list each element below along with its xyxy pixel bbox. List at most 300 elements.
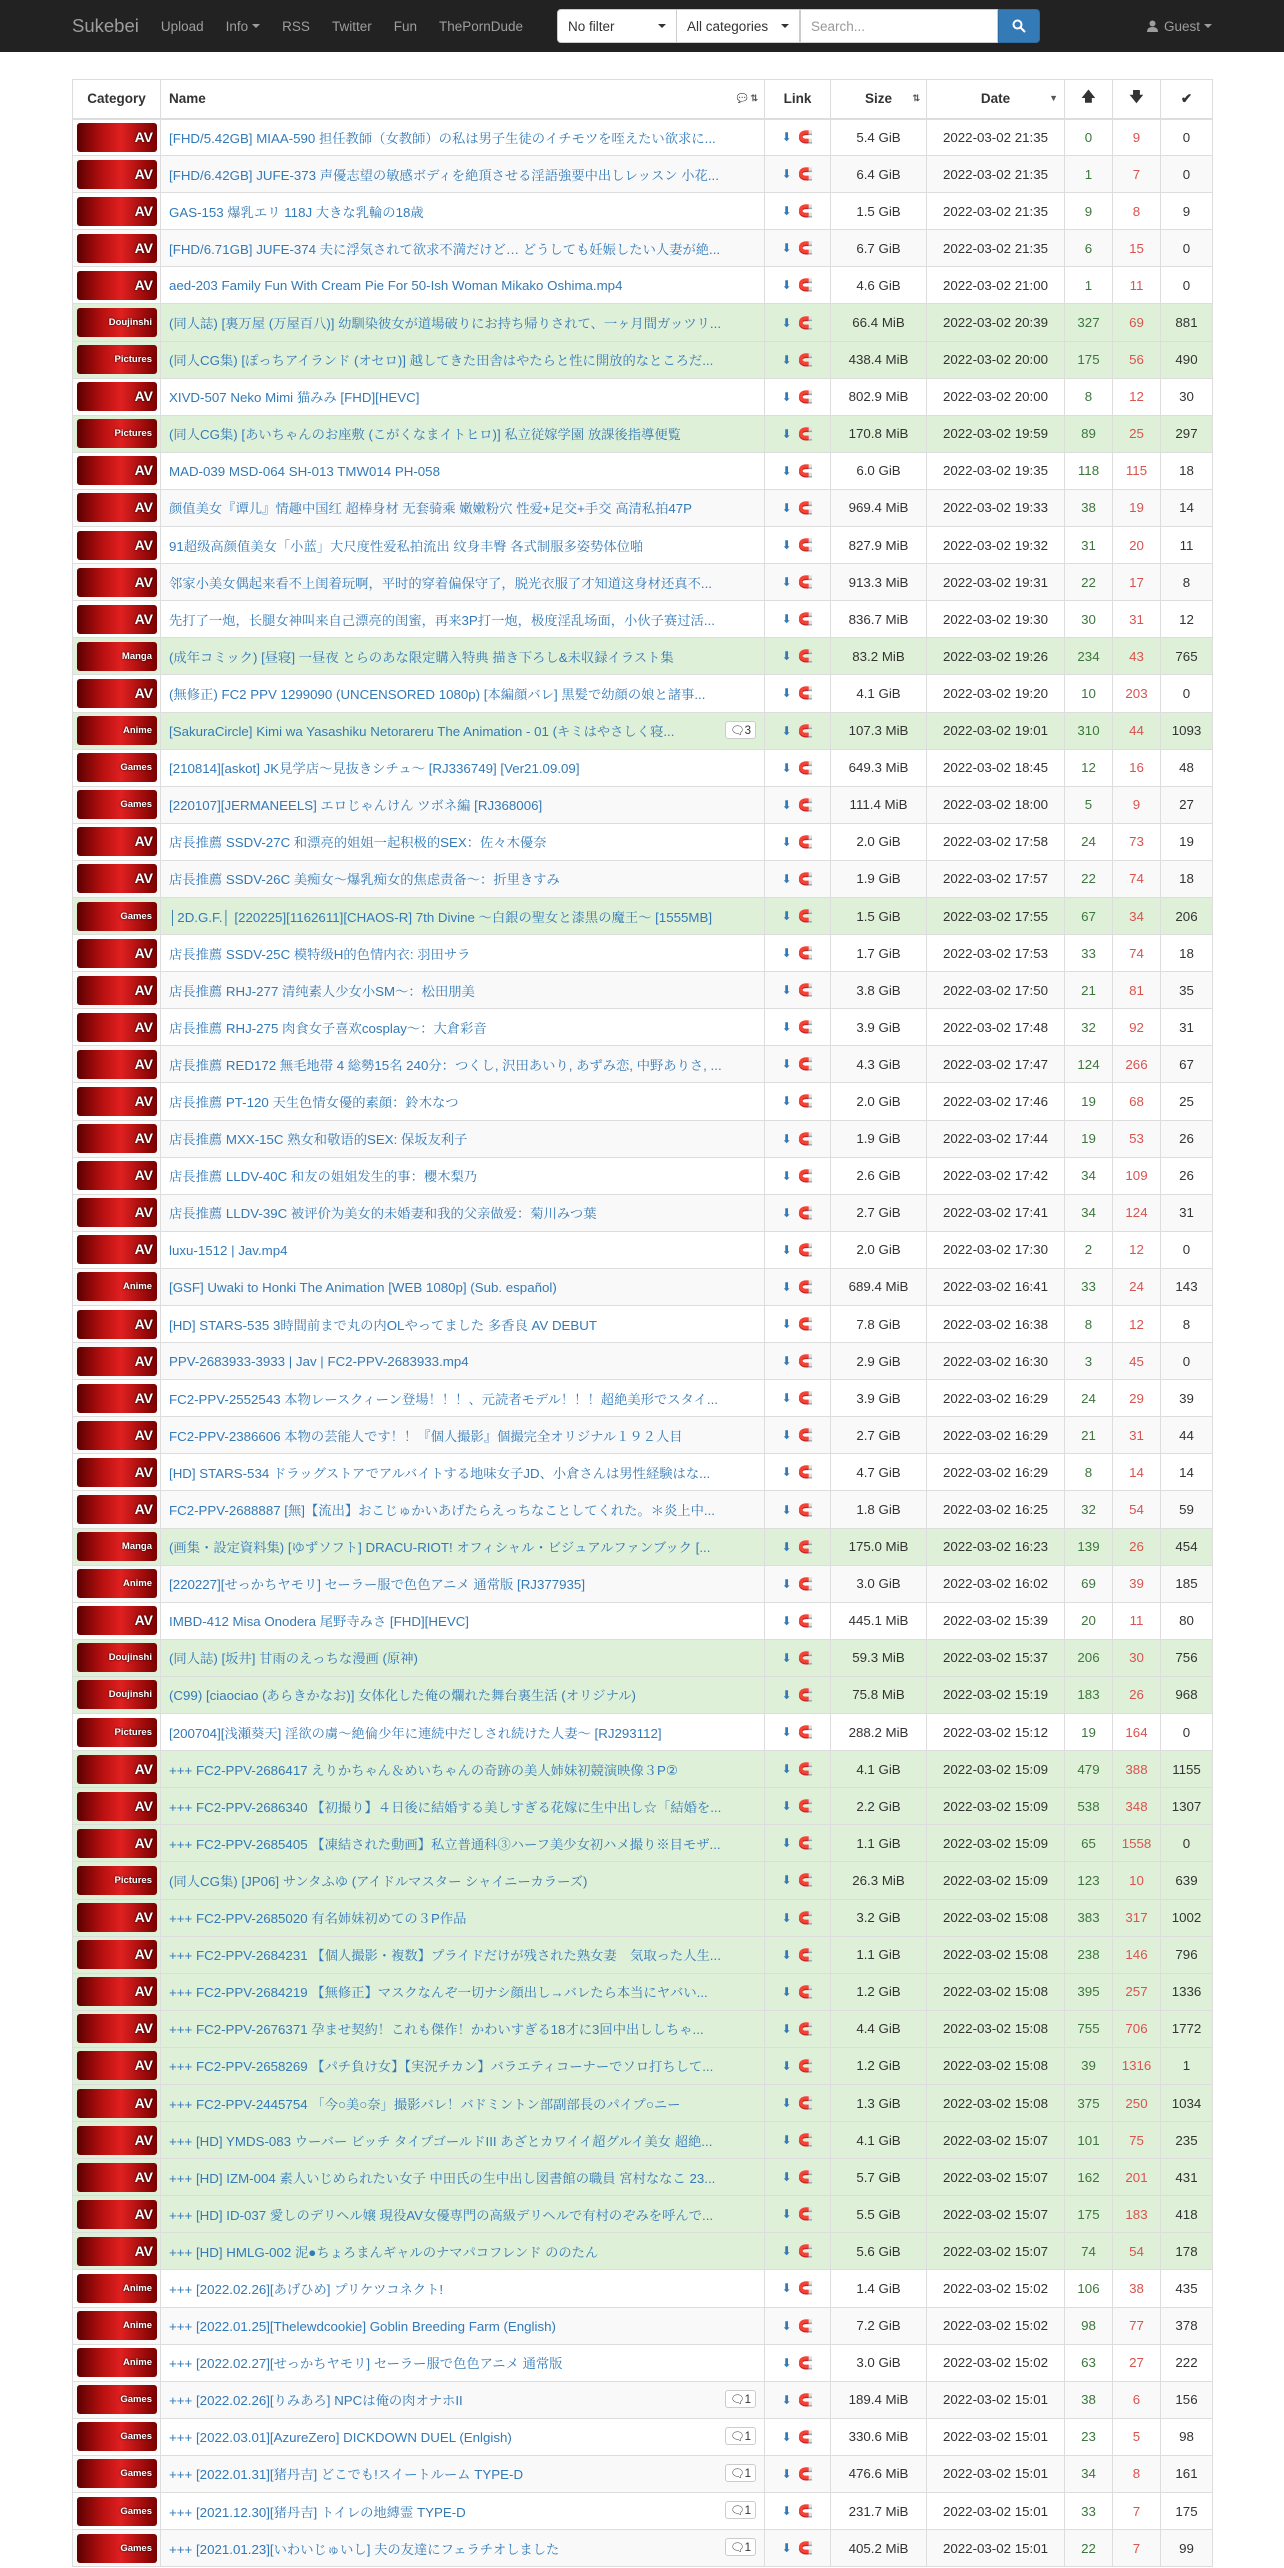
category-badge[interactable] <box>77 2534 157 2563</box>
category-badge[interactable] <box>77 308 157 337</box>
category-cell[interactable] <box>73 1491 161 1528</box>
category-cell[interactable] <box>73 378 161 415</box>
category-badge[interactable] <box>77 1903 157 1932</box>
header-leechers[interactable] <box>1113 80 1161 119</box>
category-cell[interactable] <box>73 2530 161 2567</box>
magnet-icon[interactable]: 🧲 <box>798 2170 814 2185</box>
torrent-name-cell[interactable] <box>161 2233 765 2270</box>
download-icon[interactable]: ⬇ <box>781 834 792 849</box>
download-icon[interactable]: ⬇ <box>781 241 792 256</box>
download-icon[interactable]: ⬇ <box>781 500 792 515</box>
torrent-name-cell[interactable] <box>161 1009 765 1046</box>
category-cell[interactable] <box>73 712 161 749</box>
torrent-name-cell[interactable] <box>161 2084 765 2121</box>
category-badge[interactable] <box>77 2163 157 2192</box>
torrent-title-link[interactable]: +++ FC2-PPV-2686340 【初撮り】４日後に結婚する美しすぎる花嫁に生中出し☆「結婚を... <box>169 1799 722 1815</box>
category-cell[interactable] <box>73 2084 161 2121</box>
category-cell[interactable] <box>73 2010 161 2047</box>
magnet-icon[interactable]: 🧲 <box>798 241 814 256</box>
category-cell[interactable] <box>73 1862 161 1899</box>
magnet-icon[interactable]: 🧲 <box>798 1428 814 1443</box>
category-cell[interactable] <box>73 1714 161 1751</box>
header-name[interactable] <box>161 80 765 119</box>
download-icon[interactable]: ⬇ <box>781 315 792 330</box>
download-icon[interactable]: ⬇ <box>781 1650 792 1665</box>
nav-rss[interactable]: RSS <box>282 18 310 34</box>
magnet-icon[interactable]: 🧲 <box>798 1836 814 1851</box>
header-category[interactable]: Category <box>73 80 161 119</box>
magnet-icon[interactable]: 🧲 <box>798 1947 814 1962</box>
category-cell[interactable] <box>73 1268 161 1305</box>
category-cell[interactable] <box>73 1973 161 2010</box>
magnet-icon[interactable]: 🧲 <box>798 1131 814 1146</box>
torrent-name-cell[interactable] <box>161 1491 765 1528</box>
magnet-icon[interactable]: 🧲 <box>798 1391 814 1406</box>
torrent-name-cell[interactable] <box>161 489 765 526</box>
torrent-name-cell[interactable] <box>161 1157 765 1194</box>
download-icon[interactable]: ⬇ <box>781 946 792 961</box>
download-icon[interactable]: ⬇ <box>781 1725 792 1740</box>
category-cell[interactable] <box>73 1231 161 1268</box>
download-icon[interactable]: ⬇ <box>781 1057 792 1072</box>
torrent-name-cell[interactable] <box>161 1194 765 1231</box>
category-cell[interactable] <box>73 1306 161 1343</box>
download-icon[interactable]: ⬇ <box>781 2281 792 2296</box>
magnet-icon[interactable]: 🧲 <box>798 2392 814 2407</box>
category-cell[interactable] <box>73 1936 161 1973</box>
download-icon[interactable]: ⬇ <box>781 612 792 627</box>
category-cell[interactable] <box>73 823 161 860</box>
download-icon[interactable]: ⬇ <box>781 1539 792 1554</box>
torrent-title-link[interactable]: 店長推薦 SSDV-26C 美痴女～爆乳痴女的焦虑责备～：折里きすみ <box>169 872 560 888</box>
magnet-icon[interactable]: 🧲 <box>798 1725 814 1740</box>
category-cell[interactable] <box>73 156 161 193</box>
download-icon[interactable]: ⬇ <box>781 1391 792 1406</box>
torrent-name-cell[interactable] <box>161 2159 765 2196</box>
torrent-name-cell[interactable] <box>161 1639 765 1676</box>
torrent-name-cell[interactable] <box>161 1788 765 1825</box>
torrent-title-link[interactable]: (画集・設定資料集) [ゆずソフト] DRACU-RIOT! オフィシャル・ビジュアルファンブック [... <box>169 1540 711 1556</box>
torrent-title-link[interactable]: [FHD/6.71GB] JUFE-374 夫に浮気されて欲求不満だけど… どうしても妊娠したい人妻が絶... <box>169 241 721 257</box>
magnet-icon[interactable]: 🧲 <box>798 1687 814 1702</box>
magnet-icon[interactable]: 🧲 <box>798 2541 814 2556</box>
download-icon[interactable]: ⬇ <box>781 1168 792 1183</box>
category-badge[interactable] <box>77 2497 157 2526</box>
header-size[interactable] <box>831 80 927 119</box>
torrent-name-cell[interactable] <box>161 1083 765 1120</box>
torrent-name-cell[interactable] <box>161 1714 765 1751</box>
category-badge[interactable] <box>77 1532 157 1561</box>
category-badge[interactable] <box>77 2126 157 2155</box>
torrent-title-link[interactable]: +++ [2022.02.27][せっかちヤモリ] セーラー服で色色アニメ 通常版 <box>169 2356 563 2372</box>
category-badge[interactable] <box>77 1013 157 1042</box>
torrent-title-link[interactable]: [220227][せっかちヤモリ] セーラー服で色色アニメ 通常版 [RJ377935] <box>169 1577 586 1593</box>
magnet-icon[interactable]: 🧲 <box>798 1279 814 1294</box>
torrent-title-link[interactable]: luxu-1512 | Jav.mp4 <box>169 1242 288 1258</box>
torrent-name-cell[interactable] <box>161 527 765 564</box>
category-badge[interactable] <box>77 1940 157 1969</box>
torrent-name-cell[interactable] <box>161 1417 765 1454</box>
magnet-icon[interactable]: 🧲 <box>798 1354 814 1369</box>
category-cell[interactable] <box>73 2122 161 2159</box>
download-icon[interactable]: ⬇ <box>781 983 792 998</box>
category-badge[interactable] <box>77 2200 157 2229</box>
category-badge[interactable] <box>77 1977 157 2006</box>
torrent-name-cell[interactable] <box>161 601 765 638</box>
download-icon[interactable]: ⬇ <box>781 2504 792 2519</box>
category-badge[interactable] <box>77 1087 157 1116</box>
category-cell[interactable] <box>73 1417 161 1454</box>
category-cell[interactable] <box>73 1343 161 1380</box>
category-badge[interactable] <box>77 1569 157 1598</box>
category-badge[interactable] <box>77 234 157 263</box>
torrent-title-link[interactable]: +++ FC2-PPV-2686417 えりかちゃん＆めいちゃんの奇跡の美人姉妹初競演映像３P② <box>169 1762 678 1778</box>
download-icon[interactable]: ⬇ <box>781 1947 792 1962</box>
magnet-icon[interactable]: 🧲 <box>798 463 814 478</box>
category-badge[interactable] <box>77 1643 157 1672</box>
download-icon[interactable]: ⬇ <box>781 1576 792 1591</box>
torrent-title-link[interactable]: 店長推薦 LLDV-40C 和友の姐姐发生的事：櫻木梨乃 <box>169 1169 478 1185</box>
download-icon[interactable]: ⬇ <box>781 797 792 812</box>
header-date[interactable] <box>927 80 1065 119</box>
magnet-icon[interactable]: 🧲 <box>798 2244 814 2259</box>
torrent-title-link[interactable]: GAS-153 爆乳エリ 118J 大きな乳輪の18歳 <box>169 204 424 220</box>
category-badge[interactable] <box>77 1792 157 1821</box>
download-icon[interactable]: ⬇ <box>781 2541 792 2556</box>
download-icon[interactable]: ⬇ <box>781 723 792 738</box>
torrent-title-link[interactable]: 店長推薦 PT-120 天生色情女優的素顔：鈴木なつ <box>169 1094 459 1110</box>
torrent-name-cell[interactable] <box>161 1973 765 2010</box>
torrent-name-cell[interactable] <box>161 1454 765 1491</box>
category-cell[interactable] <box>73 601 161 638</box>
magnet-icon[interactable]: 🧲 <box>798 946 814 961</box>
torrent-name-cell[interactable] <box>161 119 765 156</box>
magnet-icon[interactable]: 🧲 <box>798 2021 814 2036</box>
torrent-title-link[interactable]: [HD] STARS-535 3時間前まで丸の内OLやってました 多香良 AV DEBUT <box>169 1317 598 1333</box>
download-icon[interactable]: ⬇ <box>781 2318 792 2333</box>
torrent-title-link[interactable]: [SakuraCircle] Kimi wa Yasashiku Netorareru The Animation - 01 (キミはやさしく寝... <box>169 724 675 740</box>
category-badge[interactable] <box>77 2385 157 2414</box>
torrent-name-cell[interactable] <box>161 1565 765 1602</box>
category-cell[interactable] <box>73 972 161 1009</box>
category-cell[interactable] <box>73 2381 161 2418</box>
torrent-name-cell[interactable] <box>161 2530 765 2567</box>
category-badge[interactable] <box>77 716 157 745</box>
magnet-icon[interactable]: 🧲 <box>798 2096 814 2111</box>
category-badge[interactable] <box>77 1718 157 1747</box>
torrent-title-link[interactable]: [FHD/5.42GB] MIAA-590 担任教師（女教師）の私は男子生徒のイチモツを咥えたい欲求に... <box>169 130 716 146</box>
download-icon[interactable]: ⬇ <box>781 1428 792 1443</box>
torrent-name-cell[interactable] <box>161 1825 765 1862</box>
magnet-icon[interactable]: 🧲 <box>798 2318 814 2333</box>
category-badge[interactable] <box>77 271 157 300</box>
torrent-title-link[interactable]: │2D.G.F.│ [220225][1162611][CHAOS-R] 7th Divine 〜白銀の聖女と漆黒の魔王〜 [1555MB] <box>169 909 713 925</box>
torrent-name-cell[interactable] <box>161 2344 765 2381</box>
torrent-title-link[interactable]: 邻家小美女偶起来看不上闺着玩啊，平时的穿着偏保守了，脱光衣服了才知道这身材还真不... <box>169 575 712 591</box>
torrent-name-cell[interactable] <box>161 1231 765 1268</box>
torrent-name-cell[interactable] <box>161 2307 765 2344</box>
comment-count[interactable] <box>725 2390 756 2408</box>
category-cell[interactable] <box>73 1046 161 1083</box>
torrent-name-cell[interactable] <box>161 304 765 341</box>
torrent-title-link[interactable]: +++ FC2-PPV-2445754 「今○美○奈」撮影バレ！バドミントン部副部長のパイプ○ニー <box>169 2096 681 2112</box>
torrent-title-link[interactable]: +++ FC2-PPV-2676371 孕ませ契約！これも傑作！かわいすぎる18才に3回中出ししちゃ... <box>169 2022 704 2038</box>
download-icon[interactable]: ⬇ <box>781 2096 792 2111</box>
magnet-icon[interactable]: 🧲 <box>798 1020 814 1035</box>
category-badge[interactable] <box>77 2051 157 2080</box>
torrent-name-cell[interactable] <box>161 2493 765 2530</box>
download-icon[interactable]: ⬇ <box>781 1279 792 1294</box>
torrent-name-cell[interactable] <box>161 1306 765 1343</box>
magnet-icon[interactable]: 🧲 <box>798 1910 814 1925</box>
torrent-title-link[interactable]: +++ [HD] YMDS-083 ウーバー ビッチ タイプゴールドIII あざとカワイイ超グルイ美女 超絶... <box>169 2133 713 2149</box>
torrent-title-link[interactable]: +++ [HD] IZM-004 素人いじめられたい女子 中田氏の生中出し図書館の職員 宮村ななこ 23... <box>169 2170 716 2186</box>
download-icon[interactable]: ⬇ <box>781 2133 792 2148</box>
torrent-title-link[interactable]: 颜值美女『谭儿』情趣中国红 超棒身材 无套骑乘 嫩嫩粉穴 性爱+足交+手交 高清私拍47P <box>169 501 693 517</box>
category-badge[interactable] <box>77 531 157 560</box>
magnet-icon[interactable]: 🧲 <box>798 278 814 293</box>
torrent-name-cell[interactable] <box>161 972 765 1009</box>
category-cell[interactable] <box>73 1194 161 1231</box>
category-cell[interactable] <box>73 1751 161 1788</box>
torrent-name-cell[interactable] <box>161 452 765 489</box>
download-icon[interactable]: ⬇ <box>781 760 792 775</box>
nav-fun[interactable]: Fun <box>393 18 417 34</box>
download-icon[interactable]: ⬇ <box>781 2207 792 2222</box>
magnet-icon[interactable]: 🧲 <box>798 2466 814 2481</box>
download-icon[interactable]: ⬇ <box>781 2392 792 2407</box>
torrent-title-link[interactable]: (同人CG集) [JP06] サンタふゆ (アイドルマスター シャイニーカラーズ) <box>169 1873 588 1889</box>
download-icon[interactable]: ⬇ <box>781 130 792 145</box>
magnet-icon[interactable]: 🧲 <box>798 1576 814 1591</box>
torrent-name-cell[interactable] <box>161 267 765 304</box>
torrent-title-link[interactable]: +++ [2022.02.26][りみあろ] NPCは俺の肉オナホII <box>169 2393 463 2409</box>
comment-count[interactable] <box>725 2538 756 2556</box>
torrent-title-link[interactable]: +++ FC2-PPV-2684219 【無修正】マスクなんぞ一切ナシ顔出し→バレたら本当にヤバい... <box>169 1985 708 2001</box>
torrent-name-cell[interactable] <box>161 230 765 267</box>
torrent-name-cell[interactable] <box>161 1343 765 1380</box>
category-badge[interactable] <box>77 753 157 782</box>
torrent-name-cell[interactable] <box>161 2381 765 2418</box>
torrent-title-link[interactable]: IMBD-412 Misa Onodera 尾野寺みさ [FHD][HEVC] <box>169 1614 469 1630</box>
magnet-icon[interactable]: 🧲 <box>798 760 814 775</box>
torrent-name-cell[interactable] <box>161 935 765 972</box>
category-cell[interactable] <box>73 230 161 267</box>
category-cell[interactable] <box>73 341 161 378</box>
magnet-icon[interactable]: 🧲 <box>798 1057 814 1072</box>
torrent-name-cell[interactable] <box>161 1268 765 1305</box>
torrent-title-link[interactable]: 先打了一炮，长腿女神叫来自己漂亮的闺蜜，再来3P打一炮，极度淫乱场面，小伙子赛过活... <box>169 612 715 628</box>
category-badge[interactable] <box>77 345 157 374</box>
category-badge[interactable] <box>77 1235 157 1264</box>
category-cell[interactable] <box>73 1380 161 1417</box>
magnet-icon[interactable]: 🧲 <box>798 1799 814 1814</box>
torrent-title-link[interactable]: [220107][JERMANEELS] エロじゃんけん ツボネ編 [RJ368006] <box>169 798 543 814</box>
download-icon[interactable]: ⬇ <box>781 1910 792 1925</box>
magnet-icon[interactable]: 🧲 <box>798 1539 814 1554</box>
magnet-icon[interactable]: 🧲 <box>798 167 814 182</box>
torrent-name-cell[interactable] <box>161 1602 765 1639</box>
magnet-icon[interactable]: 🧲 <box>798 1465 814 1480</box>
download-icon[interactable]: ⬇ <box>781 1762 792 1777</box>
torrent-title-link[interactable]: (同人CG集) [ぽっちアイランド (オセロ)] 越してきた田舎はやたらと性に開放的なところだ... <box>169 353 714 369</box>
torrent-name-cell[interactable] <box>161 2122 765 2159</box>
download-icon[interactable]: ⬇ <box>781 2244 792 2259</box>
category-cell[interactable] <box>73 2196 161 2233</box>
category-cell[interactable] <box>73 749 161 786</box>
torrent-name-cell[interactable] <box>161 1380 765 1417</box>
download-icon[interactable]: ⬇ <box>781 2429 792 2444</box>
comment-count[interactable] <box>725 2464 756 2482</box>
download-icon[interactable]: ⬇ <box>781 1613 792 1628</box>
category-cell[interactable] <box>73 1009 161 1046</box>
torrent-title-link[interactable]: aed-203 Family Fun With Cream Pie For 50-Ish Woman Mikako Oshima.mp4 <box>169 278 623 294</box>
category-cell[interactable] <box>73 1899 161 1936</box>
download-icon[interactable]: ⬇ <box>781 204 792 219</box>
nav-twitter[interactable]: Twitter <box>331 18 372 34</box>
magnet-icon[interactable]: 🧲 <box>798 204 814 219</box>
torrent-title-link[interactable]: FC2-PPV-2552543 本物レースクィーン登場！！！、元読者モデル！！！超絶美形でスタイ... <box>169 1391 718 1407</box>
download-icon[interactable]: ⬇ <box>781 2058 792 2073</box>
magnet-icon[interactable]: 🧲 <box>798 2504 814 2519</box>
magnet-icon[interactable]: 🧲 <box>798 2207 814 2222</box>
magnet-icon[interactable]: 🧲 <box>798 612 814 627</box>
category-cell[interactable] <box>73 2047 161 2084</box>
nav-theporndude[interactable]: ThePornDude <box>438 18 524 34</box>
category-cell[interactable] <box>73 1825 161 1862</box>
torrent-name-cell[interactable] <box>161 415 765 452</box>
category-badge[interactable] <box>77 2237 157 2266</box>
torrent-title-link[interactable]: [GSF] Uwaki to Honki The Animation [WEB 1080p] (Sub. español) <box>169 1279 557 1295</box>
download-icon[interactable]: ⬇ <box>781 1094 792 1109</box>
download-icon[interactable]: ⬇ <box>781 278 792 293</box>
magnet-icon[interactable]: 🧲 <box>798 797 814 812</box>
header-completed[interactable] <box>1161 80 1213 119</box>
download-icon[interactable]: ⬇ <box>781 1687 792 1702</box>
download-icon[interactable]: ⬇ <box>781 649 792 664</box>
category-cell[interactable] <box>73 897 161 934</box>
torrent-title-link[interactable]: 91超级高颜值美女「小蓝」大尺度性爱私拍流出 纹身丰臀 各式制服多姿势体位啪 <box>169 538 644 554</box>
category-badge[interactable] <box>77 1272 157 1301</box>
torrent-name-cell[interactable] <box>161 564 765 601</box>
magnet-icon[interactable]: 🧲 <box>798 1984 814 1999</box>
category-cell[interactable] <box>73 2493 161 2530</box>
torrent-name-cell[interactable] <box>161 786 765 823</box>
torrent-name-cell[interactable] <box>161 1046 765 1083</box>
torrent-name-cell[interactable] <box>161 2270 765 2307</box>
category-badge[interactable] <box>77 976 157 1005</box>
magnet-icon[interactable]: 🧲 <box>798 686 814 701</box>
torrent-title-link[interactable]: 店長推薦 LLDV-39C 被评价为美女的未婚妻和我的父亲做爱：菊川みつ葉 <box>169 1206 597 1222</box>
category-badge[interactable] <box>77 679 157 708</box>
download-icon[interactable]: ⬇ <box>781 1502 792 1517</box>
magnet-icon[interactable]: 🧲 <box>798 352 814 367</box>
category-badge[interactable] <box>77 568 157 597</box>
magnet-icon[interactable]: 🧲 <box>798 834 814 849</box>
torrent-title-link[interactable]: [210814][askot] JK見学店～見抜きシチュ～ [RJ336749] [Ver21.09.09] <box>169 761 580 777</box>
magnet-icon[interactable]: 🧲 <box>798 1613 814 1628</box>
category-cell[interactable] <box>73 1528 161 1565</box>
torrent-name-cell[interactable] <box>161 1862 765 1899</box>
download-icon[interactable]: ⬇ <box>781 426 792 441</box>
download-icon[interactable]: ⬇ <box>781 538 792 553</box>
category-cell[interactable] <box>73 1602 161 1639</box>
torrent-title-link[interactable]: [200704][浅瀬葵天] 淫欲の虜～絶倫少年に連続中だしされ続けた人妻～ [RJ293112] <box>169 1725 662 1741</box>
magnet-icon[interactable]: 🧲 <box>798 1205 814 1220</box>
category-badge[interactable] <box>77 2348 157 2377</box>
category-cell[interactable] <box>73 193 161 230</box>
download-icon[interactable]: ⬇ <box>781 1984 792 1999</box>
torrent-title-link[interactable]: (同人誌) [坂井] 甘雨のえっちな漫画 (原神) <box>169 1651 418 1667</box>
download-icon[interactable]: ⬇ <box>781 1799 792 1814</box>
magnet-icon[interactable]: 🧲 <box>798 130 814 145</box>
magnet-icon[interactable]: 🧲 <box>798 983 814 998</box>
torrent-title-link[interactable]: PPV-2683933-3933 | Jav | FC2-PPV-2683933.mp4 <box>169 1354 469 1370</box>
torrent-name-cell[interactable] <box>161 860 765 897</box>
download-icon[interactable]: ⬇ <box>781 871 792 886</box>
torrent-title-link[interactable]: +++ [2022.01.25][Thelewdcookie] Goblin Breeding Farm (English) <box>169 2318 556 2334</box>
category-badge[interactable] <box>77 1310 157 1339</box>
magnet-icon[interactable]: 🧲 <box>798 871 814 886</box>
category-badge[interactable] <box>77 1755 157 1784</box>
magnet-icon[interactable]: 🧲 <box>798 538 814 553</box>
category-cell[interactable] <box>73 119 161 156</box>
category-cell[interactable] <box>73 1676 161 1713</box>
torrent-name-cell[interactable] <box>161 156 765 193</box>
torrent-name-cell[interactable] <box>161 712 765 749</box>
torrent-title-link[interactable]: +++ FC2-PPV-2685405 【凍結された動画】私立普通科③ハーフ美少女初ハメ撮り※目モザ... <box>169 1836 721 1852</box>
category-badge[interactable] <box>77 1680 157 1709</box>
torrent-title-link[interactable]: +++ [HD] HMLG-002 泥●ちょろまんギャルのナマパコフレンド ののたん <box>169 2244 599 2260</box>
download-icon[interactable]: ⬇ <box>781 2355 792 2370</box>
category-badge[interactable] <box>77 419 157 448</box>
category-badge[interactable] <box>77 493 157 522</box>
category-badge[interactable] <box>77 2274 157 2303</box>
torrent-name-cell[interactable] <box>161 823 765 860</box>
download-icon[interactable]: ⬇ <box>781 352 792 367</box>
torrent-name-cell[interactable] <box>161 1676 765 1713</box>
download-icon[interactable]: ⬇ <box>781 167 792 182</box>
torrent-title-link[interactable]: [FHD/6.42GB] JUFE-373 声優志望の敏感ボディを絶頂させる淫語強要中出しレッスン 小花... <box>169 167 719 183</box>
torrent-title-link[interactable]: FC2-PPV-2386606 本物の芸能人です！！『個人撮影』個撮完全オリジナル１９２人目 <box>169 1428 683 1444</box>
category-cell[interactable] <box>73 527 161 564</box>
category-cell[interactable] <box>73 1454 161 1491</box>
magnet-icon[interactable]: 🧲 <box>798 1873 814 1888</box>
category-badge[interactable] <box>77 1829 157 1858</box>
magnet-icon[interactable]: 🧲 <box>798 1502 814 1517</box>
torrent-title-link[interactable]: +++ [2022.03.01][AzureZero] DICKDOWN DUEL (Enlgish) <box>169 2429 512 2445</box>
torrent-name-cell[interactable] <box>161 1751 765 1788</box>
category-badge[interactable] <box>77 197 157 226</box>
category-cell[interactable] <box>73 1120 161 1157</box>
category-badge[interactable] <box>77 2311 157 2340</box>
magnet-icon[interactable]: 🧲 <box>798 2058 814 2073</box>
category-cell[interactable] <box>73 1639 161 1676</box>
brand-logo[interactable]: Sukebei <box>72 15 139 36</box>
torrent-title-link[interactable]: (成年コミック) [昼寝] 一昼夜 とらのあな限定購入特典 描き下ろし&未収録イラスト集 <box>169 649 674 665</box>
magnet-icon[interactable]: 🧲 <box>798 315 814 330</box>
comment-count[interactable] <box>725 721 756 739</box>
category-cell[interactable] <box>73 2159 161 2196</box>
category-badge[interactable] <box>77 939 157 968</box>
category-cell[interactable] <box>73 2418 161 2455</box>
category-cell[interactable] <box>73 267 161 304</box>
magnet-icon[interactable]: 🧲 <box>798 1242 814 1257</box>
torrent-title-link[interactable]: 店長推薦 RHJ-277 清纯素人少女小SM～：松田朋美 <box>169 983 475 999</box>
category-cell[interactable] <box>73 1083 161 1120</box>
download-icon[interactable]: ⬇ <box>781 1354 792 1369</box>
category-badge[interactable] <box>77 1495 157 1524</box>
